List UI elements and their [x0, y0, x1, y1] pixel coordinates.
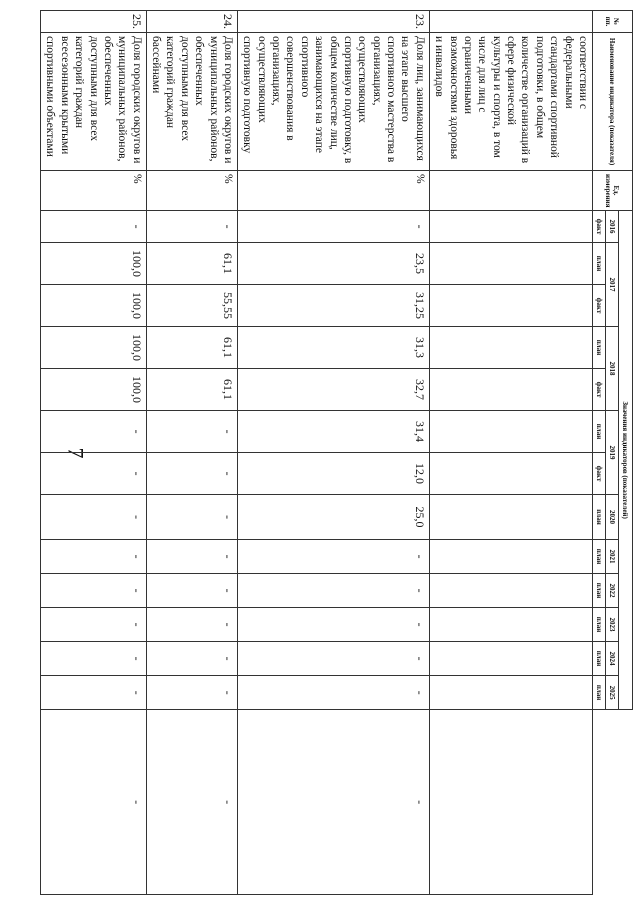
value-cell	[429, 642, 592, 676]
header-fact: факт	[593, 285, 606, 327]
value-cell: -	[146, 642, 237, 676]
header-values-title: Значения индикаторов (показателей)	[619, 211, 633, 710]
indicator-name: соответствии с федеральными стандартами спортивной подготовки, в общем количестве организаций в сфере физической культуры и спорта, в том числе для лиц с ограниченными возможностями здоровья и инвалидов	[429, 33, 592, 171]
value-cell: 31,4	[238, 411, 430, 453]
row-num: 25.	[41, 11, 147, 33]
table-row	[41, 11, 147, 895]
value-cell: -	[146, 540, 237, 574]
header-plan: план	[593, 495, 606, 540]
indicator-name: Доля городских округов и муниципальных районов, обеспеченных доступными для всех категорий граждан всесезонными крытыми спортивными объектами	[41, 33, 147, 171]
value-cell: -	[41, 495, 147, 540]
header-plan: план	[593, 540, 606, 574]
value-cell	[429, 327, 592, 369]
value-cell	[429, 710, 592, 895]
value-cell: -	[238, 574, 430, 608]
header-year: 2018	[606, 327, 619, 411]
header-name: Наименование индикатора (показателя)	[593, 33, 633, 171]
header-year: 2020	[606, 495, 619, 540]
value-cell: -	[146, 453, 237, 495]
value-cell	[429, 211, 592, 243]
header-year: 2025	[606, 676, 619, 710]
value-cell: -	[41, 453, 147, 495]
indicator-name: Доля городских округов и муниципальных районов, обеспеченных доступными для всех категорий граждан бассейнами	[146, 33, 237, 171]
header-plan: план	[593, 327, 606, 369]
header-plan: план	[593, 411, 606, 453]
rotated-table-container	[44, 10, 633, 895]
value-cell	[429, 540, 592, 574]
header-plan: план	[593, 243, 606, 285]
value-cell: 31,25	[238, 285, 430, 327]
header-year: 2022	[606, 574, 619, 608]
value-cell: -	[41, 211, 147, 243]
header-plan: план	[593, 676, 606, 710]
value-cell	[429, 608, 592, 642]
value-cell: -	[146, 574, 237, 608]
value-cell	[429, 369, 592, 411]
row-num: 23.	[238, 11, 430, 33]
value-cell: -	[238, 608, 430, 642]
value-cell: -	[41, 411, 147, 453]
value-cell: 100,0	[41, 285, 147, 327]
value-cell: -	[238, 540, 430, 574]
table-row	[429, 11, 592, 895]
value-cell	[429, 495, 592, 540]
value-cell: -	[146, 710, 237, 895]
value-cell: 23,5	[238, 243, 430, 285]
indicator-unit	[429, 171, 592, 211]
value-cell: 100,0	[41, 243, 147, 285]
header-fact: факт	[593, 211, 606, 243]
value-cell: 100,0	[41, 369, 147, 411]
page-number: 7	[63, 447, 88, 459]
header-num: № пп.	[593, 11, 633, 33]
value-cell	[429, 453, 592, 495]
indicator-unit: %	[146, 171, 237, 211]
row-num	[429, 11, 592, 33]
value-cell: 25,0	[238, 495, 430, 540]
header-year: 2021	[606, 540, 619, 574]
value-cell: -	[238, 642, 430, 676]
value-cell: 61,1	[146, 369, 237, 411]
value-cell: -	[146, 411, 237, 453]
header-plan: план	[593, 574, 606, 608]
value-cell: -	[41, 540, 147, 574]
value-cell: 61,1	[146, 327, 237, 369]
value-cell: -	[41, 710, 147, 895]
header-fact: факт	[593, 369, 606, 411]
row-num: 24.	[146, 11, 237, 33]
value-cell: -	[41, 642, 147, 676]
header-unit: Ед. измерения	[593, 171, 633, 211]
table-row	[238, 11, 430, 895]
header-plan: план	[593, 642, 606, 676]
value-cell: 55,55	[146, 285, 237, 327]
header-plan: план	[593, 608, 606, 642]
value-cell: -	[146, 676, 237, 710]
indicator-unit: %	[41, 171, 147, 211]
value-cell: -	[146, 608, 237, 642]
value-cell: 12,0	[238, 453, 430, 495]
value-cell: -	[238, 676, 430, 710]
value-cell	[429, 411, 592, 453]
value-cell	[429, 676, 592, 710]
value-cell: 61,1	[146, 243, 237, 285]
header-year: 2016	[606, 211, 619, 243]
header-year: 2024	[606, 642, 619, 676]
value-cell	[429, 243, 592, 285]
table-row	[146, 11, 237, 895]
header-year: 2023	[606, 608, 619, 642]
value-cell: 31,3	[238, 327, 430, 369]
header-fact: факт	[593, 453, 606, 495]
indicator-name: Доля лиц, занимающихся на этапе высшего спортивного мастерства в организациях, осуществляющих спортивную подготовку, в общем количестве лиц, занимающихся на этапе спортивного совершенствования в организациях, осуществляющих спортивную подготовку	[238, 33, 430, 171]
indicators-table	[40, 10, 633, 895]
header-year: 2019	[606, 411, 619, 495]
header-year: 2017	[606, 243, 619, 327]
indicator-unit: %	[238, 171, 430, 211]
value-cell: 100,0	[41, 327, 147, 369]
value-cell	[429, 574, 592, 608]
value-cell: 32,7	[238, 369, 430, 411]
value-cell: -	[41, 574, 147, 608]
value-cell: -	[238, 710, 430, 895]
value-cell: -	[41, 608, 147, 642]
value-cell	[429, 285, 592, 327]
value-cell: -	[238, 211, 430, 243]
value-cell: -	[41, 676, 147, 710]
value-cell: -	[146, 211, 237, 243]
value-cell: -	[146, 495, 237, 540]
